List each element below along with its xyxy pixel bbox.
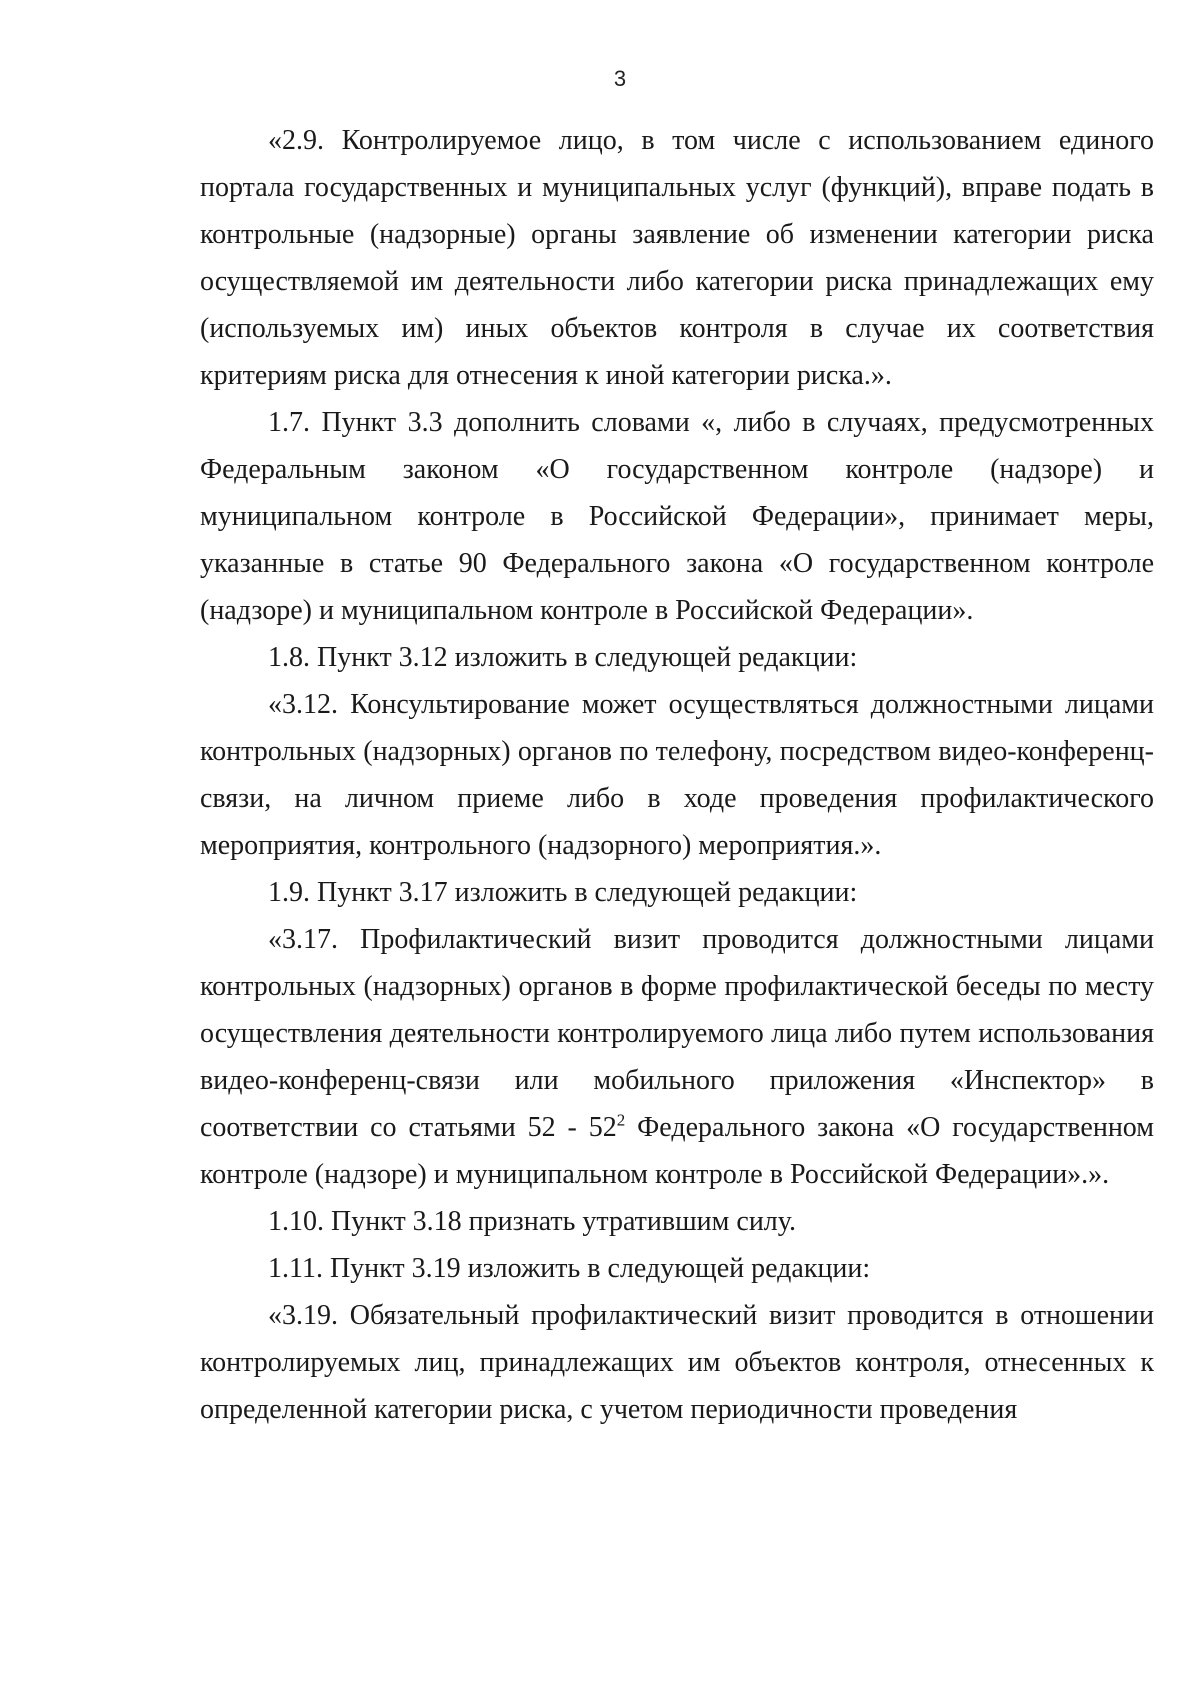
paragraph-1-10: 1.10. Пункт 3.18 признать утратившим силу. xyxy=(268,1206,796,1237)
paragraph-3-12: «3.12. Консультирование может осуществляться должностными лицами контрольных (надзорных) органов по телефону, посредством видео-конференц-связи, на личном приеме либо в ходе проведения профилактического мероприятия, контрольного (надзорного) мероприятия.». xyxy=(200,689,1154,861)
paragraph-2-9: «2.9. Контролируемое лицо, в том числе с использованием единого портала государственных и муниципальных услуг (функций), вправе подать в контрольные (надзорные) органы заявление об изменении категории риска осуществляемой им деятельности либо категории риска принадлежащих ему (используемых им) иных объектов контроля в случае их соответствия критериям риска для отнесения к иной категории риска.». xyxy=(200,125,1154,391)
article-superscript: 2 xyxy=(616,1110,626,1130)
paragraph-1-7: 1.7. Пункт 3.3 дополнить словами «, либо в случаях, предусмотренных Федеральным законом «О государственном контроле (надзоре) и муниципальном контроле в Российской Федерации», принимает меры, указанные в статье 90 Федерального закона «О государственном контроле (надзоре) и муниципальном контроле в Российской Федерации». xyxy=(200,407,1154,626)
paragraph-3-17-part-1: «3.17. Профилактический визит проводится должностными лицами контрольных (надзорных) органов в форме профилактической беседы по месту осуществления деятельности контролируемого лица либо путем использования видео-конференц-связи или мобильного приложения «Инспектор» в соответствии со статьями 52 - 52 xyxy=(200,924,1154,1143)
paragraph-3-17-part-2: Федерального закона «О государственном контроле (надзоре) и муниципальном контроле в Российской Федерации».». xyxy=(200,1112,1154,1190)
document-body xyxy=(200,117,1154,1433)
paragraph-1-11: 1.11. Пункт 3.19 изложить в следующей редакции: xyxy=(268,1253,871,1284)
page-number: 3 xyxy=(613,66,627,91)
paragraph-1-8: 1.8. Пункт 3.12 изложить в следующей редакции: xyxy=(268,642,858,673)
paragraph-3-17 xyxy=(200,916,1154,1198)
paragraph-3-19: «3.19. Обязательный профилактический визит проводится в отношении контролируемых лиц, принадлежащих им объектов контроля, отнесенных к определенной категории риска, с учетом периодичности проведения xyxy=(200,1300,1154,1425)
paragraph-1-9: 1.9. Пункт 3.17 изложить в следующей редакции: xyxy=(268,877,858,908)
